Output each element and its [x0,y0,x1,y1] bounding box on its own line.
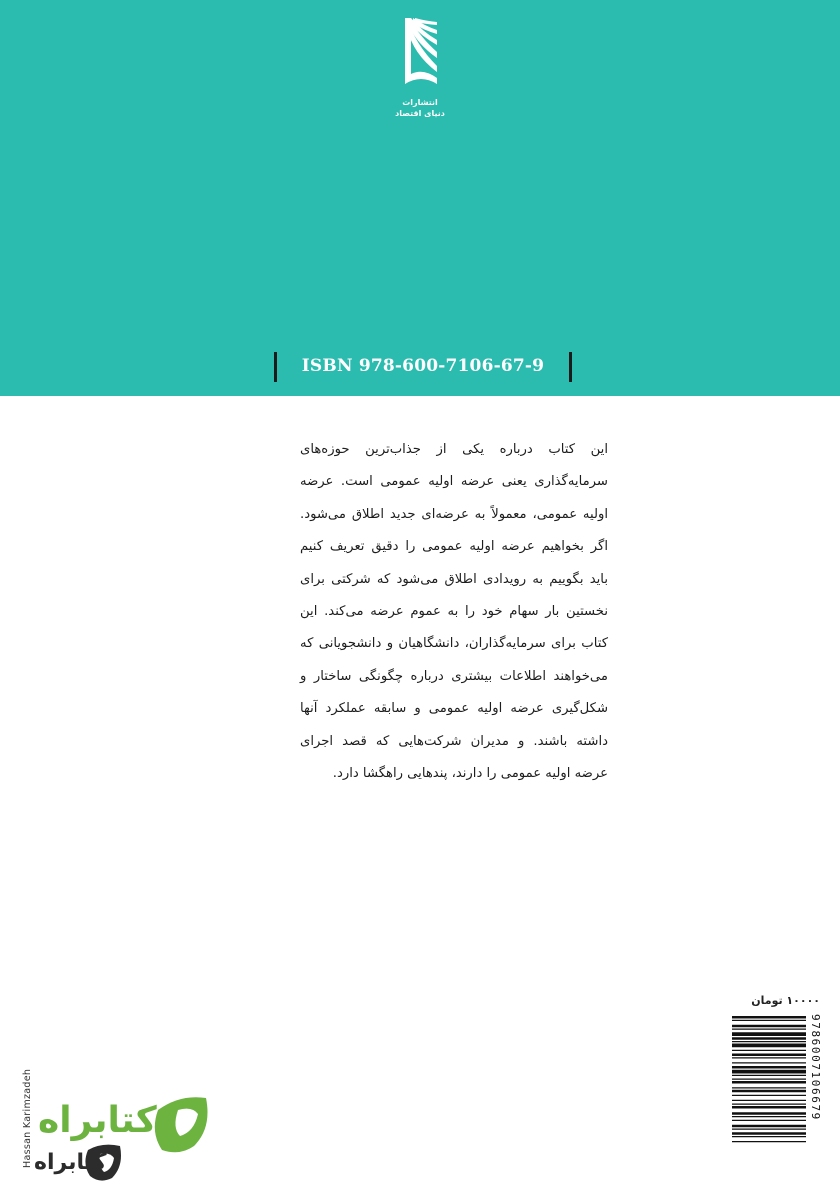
barcode-digits: 9786007106679 [809,1014,822,1121]
isbn-number: ISBN 978-600-7106-67-9 [301,356,545,376]
isbn-divider-right [569,352,572,382]
back-cover-blurb [300,434,608,790]
barcode-bar [732,1032,806,1036]
designer-name: Hassan Karimzadeh [22,1068,33,1168]
watermark-text-small: کتابراه [34,1150,107,1175]
price-label: ۱۰۰۰۰ تومان [751,994,820,1007]
isbn-divider-left [274,352,277,382]
publisher-name-line2: دنیای اقتصاد [395,109,445,118]
barcode-bar [732,1020,806,1021]
barcode-bar [732,1062,806,1063]
barcode-bar [732,1116,806,1117]
barcode-bar [732,1129,806,1130]
barcode-bar [732,1057,806,1058]
barcode-bar [732,1044,806,1048]
barcode-bar [732,1100,806,1101]
barcode-bar [732,1136,806,1137]
watermark-text-large: کتابراه [38,1100,157,1141]
barcode-bar [732,1079,806,1080]
barcode-bar [732,1120,806,1121]
barcode-bar [732,1081,806,1084]
barcode-bar [732,1029,806,1030]
barcode-bar [732,1125,806,1128]
ketabrah-watermark [30,1088,215,1188]
barcode-bar [732,1016,806,1019]
barcode-bar [732,1112,806,1115]
barcode-bar [732,1041,806,1042]
barcode-bar [732,1066,806,1069]
barcode-bar [732,1050,806,1051]
barcode-bar [732,1132,806,1135]
barcode-bars [730,1014,820,1184]
barcode-bar [732,1087,806,1088]
cover-top-band [0,0,840,396]
barcode-bar [732,1075,806,1076]
barcode-bar [732,1141,806,1142]
publisher-logo [393,14,447,124]
barcode-bar [732,1070,806,1074]
barcode-bar [732,1104,806,1105]
barcode-bar [732,1037,806,1040]
barcode-bar [732,1090,806,1093]
barcode-icon [730,1014,820,1184]
publisher-name-line1: انتشارات [402,98,438,107]
book-pages-icon [393,14,447,94]
blurb-text: این کتاب درباره یکی از جذاب‌ترین حوزه‌های سرمایه‌گذاری یعنی عرضه اولیه عمومی است. عرضه اولیه عمومی، معمولاً به عرضه‌ای جدید اطلاق می‌شود. اگر بخواهیم عرضه اولیه عمومی را دقیق تعریف کنیم باید بگوییم به رویدادی اطلاق می‌شود که شرکتی برای نخستین بار سهام خود را به عموم عرضه می‌کند. این کتاب برای سرمایه‌گذاران، دانشگاهیان و دانشجویانی که می‌خواهند اطلاعات بیشتری درباره چگونگی ساختار و شکل‌گیری عرضه اولیه عمومی و سابقه عملکرد آنها داشته باشند. و مدیران شرکت‌هایی که قصد اجرای عرضه اولیه عمومی را دارند، پندهایی راهگشا دارد. [300,442,608,782]
barcode-bar [732,1054,806,1057]
barcode-bar [732,1106,806,1109]
barcode-bar [732,1025,806,1028]
barcode-bar [732,1095,806,1096]
